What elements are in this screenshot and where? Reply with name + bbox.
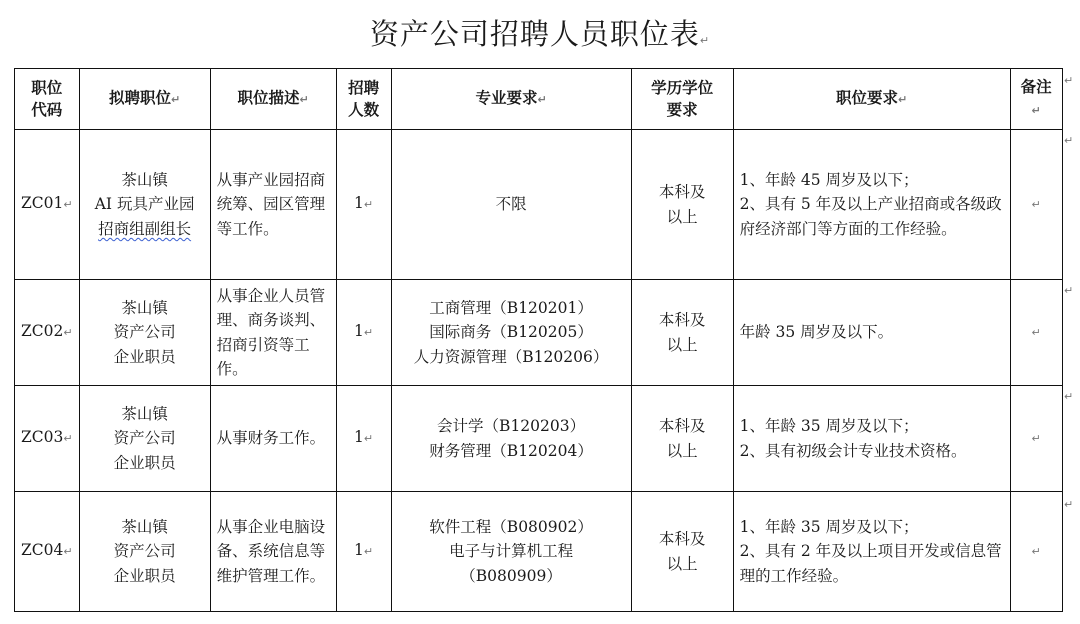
header-description: 职位描述↵ — [210, 69, 336, 130]
cell-education: 本科及 以上 — [631, 492, 733, 612]
row-end-mark: ↵ — [1064, 74, 1074, 87]
cell-code: ZC02↵ — [15, 280, 80, 386]
cell-code: ZC01↵ — [15, 130, 80, 280]
cell-description: 从事产业园招商统筹、园区管理等工作。 — [210, 130, 336, 280]
cell-remark: ↵ — [1010, 492, 1062, 612]
header-position: 拟聘职位↵ — [79, 69, 210, 130]
cell-count: 1↵ — [336, 492, 391, 612]
cell-education: 本科及 以上 — [631, 130, 733, 280]
cell-count: 1↵ — [336, 280, 391, 386]
cell-count: 1↵ — [336, 130, 391, 280]
cell-requirement: 1、年龄 35 周岁及以下； 2、具有初级会计专业技术资格。 — [733, 386, 1010, 492]
header-major: 专业要求↵ — [391, 69, 631, 130]
cell-requirement: 1、年龄 35 周岁及以下； 2、具有 2 年及以上项目开发或信息管理的工作经验。 — [733, 492, 1010, 612]
cell-code: ZC04↵ — [15, 492, 80, 612]
table-row — [15, 386, 1063, 492]
cell-remark: ↵ — [1010, 280, 1062, 386]
row-end-mark: ↵ — [1064, 284, 1074, 297]
header-education: 学历学位 要求 — [631, 69, 733, 130]
cell-code: ZC03↵ — [15, 386, 80, 492]
cell-major: 工商管理（B120201） 国际商务（B120205） 人力资源管理（B120206） — [391, 280, 631, 386]
cell-description: 从事企业人员管理、商务谈判、招商引资等工作。 — [210, 280, 336, 386]
position-table — [14, 68, 1063, 612]
cell-position: 茶山镇 AI 玩具产业园 招商组副组长 — [79, 130, 210, 280]
cell-position: 茶山镇 资产公司 企业职员 — [79, 280, 210, 386]
cell-education: 本科及 以上 — [631, 280, 733, 386]
cell-major: 软件工程（B080902） 电子与计算机工程 （B080909） — [391, 492, 631, 612]
cell-education: 本科及 以上 — [631, 386, 733, 492]
header-remark: 备注↵ — [1010, 69, 1062, 130]
cell-requirement: 年龄 35 周岁及以下。 — [733, 280, 1010, 386]
page-title: 资产公司招聘人员职位表↵ — [369, 17, 711, 51]
row-end-mark: ↵ — [1064, 498, 1074, 511]
cell-position: 茶山镇 资产公司 企业职员 — [79, 386, 210, 492]
cell-requirement: 1、年龄 45 周岁及以下； 2、具有 5 年及以上产业招商或各级政府经济部门等方面的工作经验。 — [733, 130, 1010, 280]
cell-major: 会计学（B120203） 财务管理（B120204） — [391, 386, 631, 492]
cell-remark: ↵ — [1010, 130, 1062, 280]
row-end-mark: ↵ — [1064, 134, 1074, 147]
header-code: 职位 代码 — [15, 69, 80, 130]
cell-description: 从事企业电脑设备、系统信息等维护管理工作。 — [210, 492, 336, 612]
header-requirement: 职位要求↵ — [733, 69, 1010, 130]
header-count: 招聘 人数 — [336, 69, 391, 130]
table-row — [15, 130, 1063, 280]
cell-major: 不限 — [391, 130, 631, 280]
cell-remark: ↵ — [1010, 386, 1062, 492]
cell-count: 1↵ — [336, 386, 391, 492]
header-row — [15, 69, 1063, 130]
cell-description: 从事财务工作。 — [210, 386, 336, 492]
table-row — [15, 492, 1063, 612]
row-end-mark: ↵ — [1064, 390, 1074, 403]
table-row — [15, 280, 1063, 386]
cell-position: 茶山镇 资产公司 企业职员 — [79, 492, 210, 612]
